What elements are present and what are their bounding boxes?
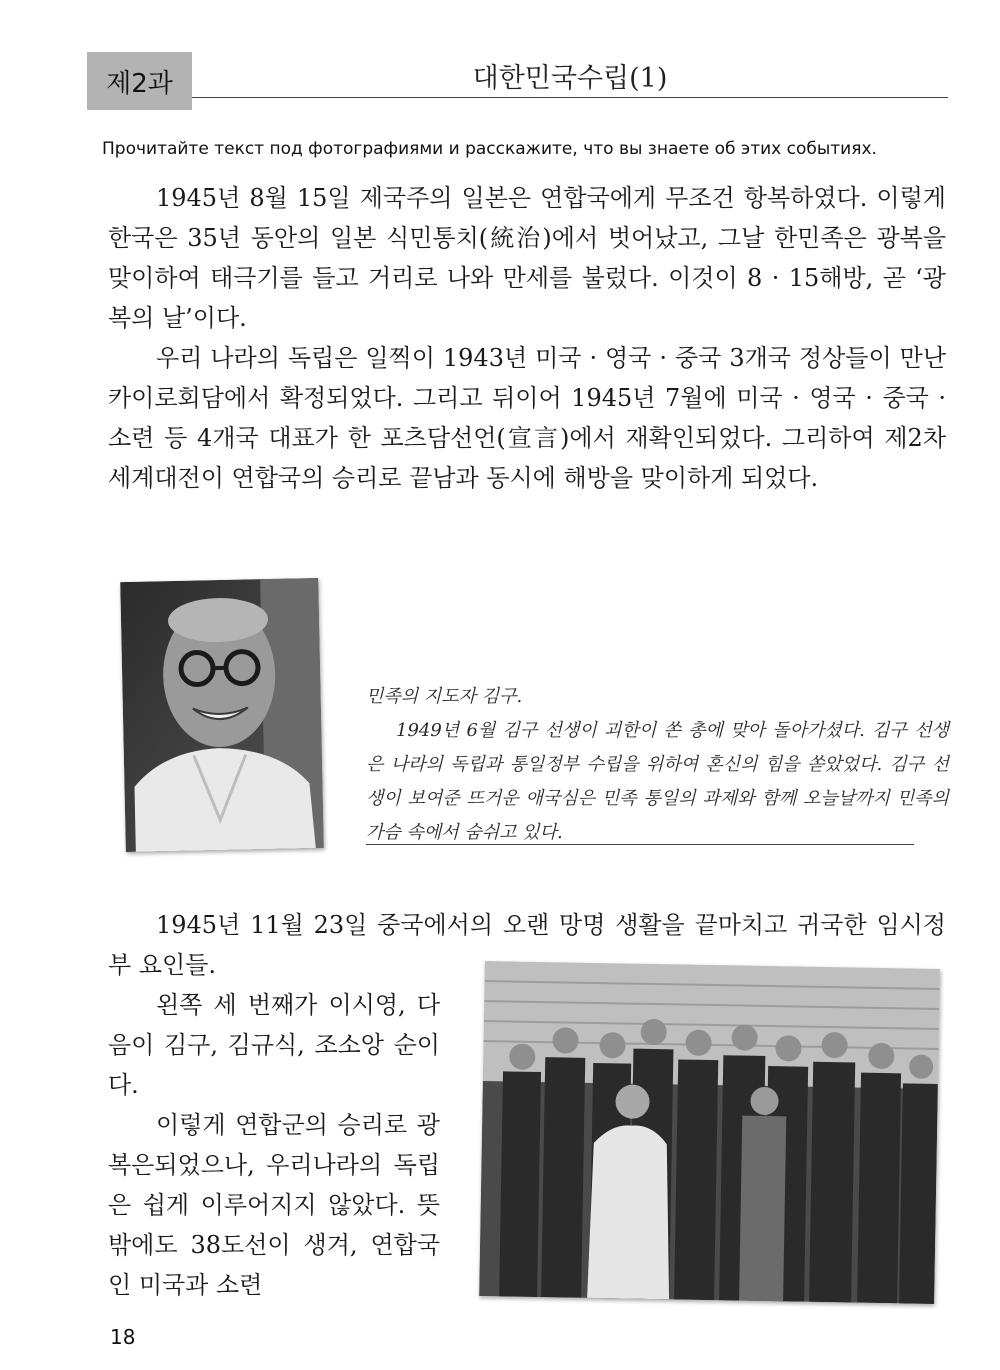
lesson-tab: 제2과 xyxy=(87,52,192,110)
paragraph: 우리 나라의 독립은 일찍이 1943년 미국 · 영국 · 중국 3개국 정상들이 만난 카이로회담에서 확정되었다. 그리고 뒤이어 1945년 7월에 미국 · 영국 · 중국 · 소련 등 4개국 대표가 한 포츠담선언(宣言)에서 재확인되었다. 그리하여 제2차 세계대전이 연합국의 승리로 끝남과 동시에 해방을 맞이하게 되었다. xyxy=(108,344,946,492)
left-column-text xyxy=(108,985,440,1305)
group-photo xyxy=(479,961,940,1304)
paragraph: 1945년 11월 23일 중국에서의 오랜 망명 생활을 끝마치고 귀국한 임시정부 요인들. xyxy=(108,911,946,979)
page-title: 대한민국수립(1) xyxy=(472,63,668,94)
caption-heading: 민족의 지도자 김구. xyxy=(366,686,523,707)
caption-divider xyxy=(366,844,914,845)
page-number: 18 xyxy=(110,1325,136,1349)
photo-caption xyxy=(366,680,949,850)
paragraph: 왼쪽 세 번째가 이시영, 다음이 김구, 김규식, 조소앙 순이다. xyxy=(108,991,440,1099)
caption-text: 1949년 6월 김구 선생이 괴한이 쏜 총에 맞아 돌아가셨다. 김구 선생은 나라의 독립과 통일정부 수립을 위하여 혼신의 힘을 쏟았었다. 김구 선생이 보여준 뜨거운 애국심은 민족 통일의 과제와 함께 오늘날까지 민족의 가슴 속에서 숨쉬고 있다. xyxy=(366,720,949,843)
main-text-block xyxy=(108,178,946,498)
paragraph: 이렇게 연합군의 승리로 광복은되었으나, 우리나라의 독립은 쉽게 이루어지지 않았다. 뜻밖에도 38도선이 생겨, 연합국인 미국과 소련 xyxy=(108,1111,440,1299)
paragraph: 1945년 8월 15일 제국주의 일본은 연합국에게 무조건 항복하였다. 이렇게 한국은 35년 동안의 일본 식민통치(統治)에서 벗어났고, 그날 한민족은 광복을 맞이하여 태극기를 들고 거리로 나와 만세를 불렀다. 이것이 8 · 15해방, 곧 ‘광복의 날’이다. xyxy=(108,184,946,332)
header-divider xyxy=(192,97,948,98)
portrait-photo xyxy=(120,578,324,852)
instruction-text: Прочитайте текст под фотографиями и расскажите, что вы знаете об этих событиях. xyxy=(102,139,877,159)
